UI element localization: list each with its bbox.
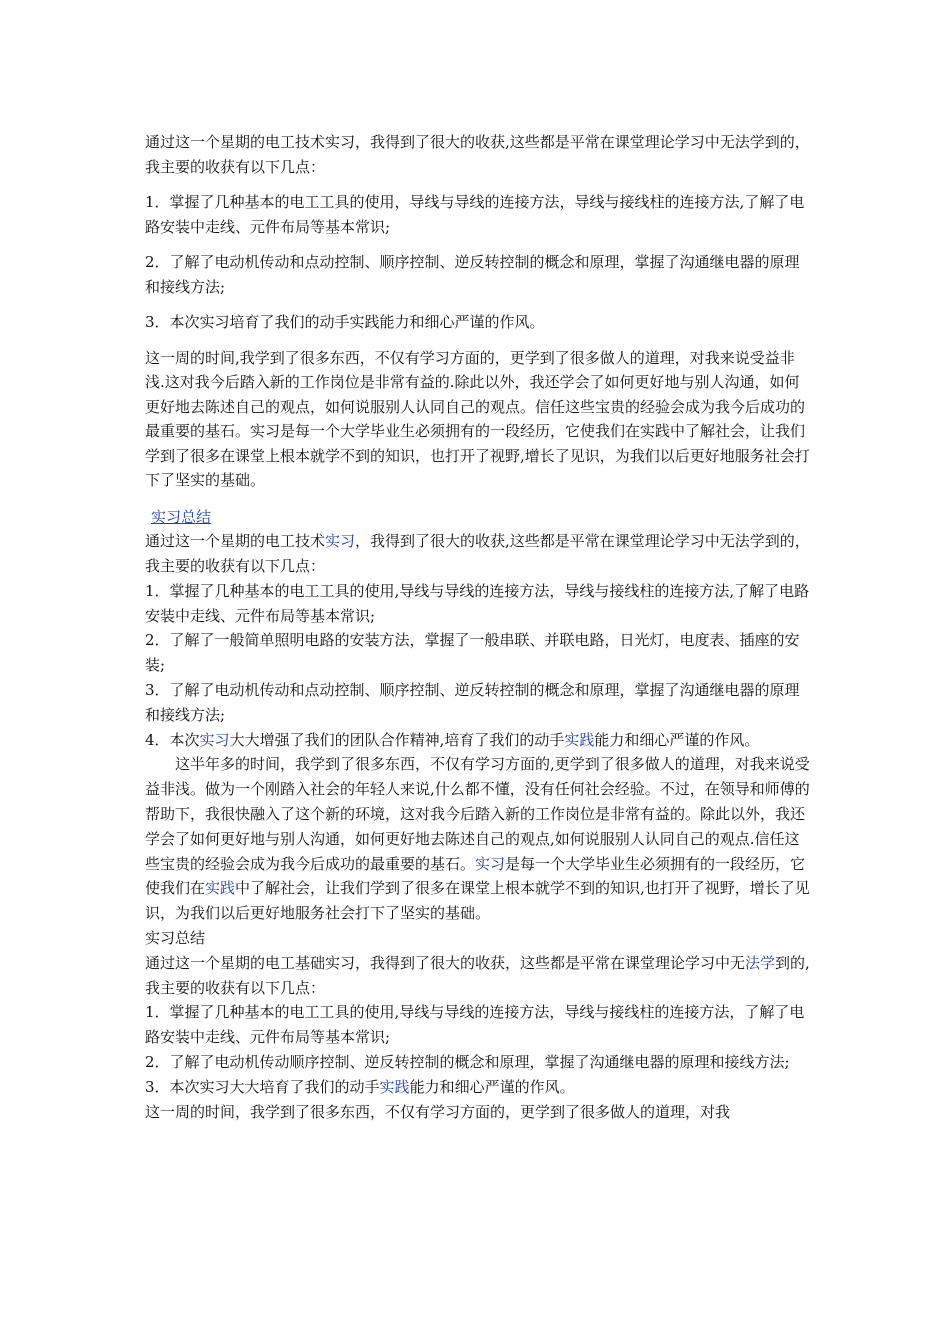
inline-link[interactable]: 实践 xyxy=(205,879,236,898)
list-item: 2．了解了电动机传动顺序控制、逆反转控制的概念和原理，掌握了沟通继电器的原理和接线方法; xyxy=(145,1053,790,1072)
list-item: 2．了解了电动机传动和点动控制、顺序控制、逆反转控制的概念和原理，掌握了沟通继电器的原理和接线方法; xyxy=(145,253,800,296)
list-item: 2．了解了一般简单照明电路的安装方法，掌握了一般串联、并联电路，日光灯，电度表、插座的安装; xyxy=(145,631,800,675)
text-run: 能力和细心严谨的作风。 xyxy=(594,730,760,749)
text-run: 大大增强了我们的团队合作精神,培育了我们的动手 xyxy=(229,730,565,749)
text-run: ，我得到了很大的收获,这些都是平常在课堂理论学习中无法学到的，我主要的收获有以下几点： xyxy=(145,532,810,576)
inline-link[interactable]: 实习 xyxy=(475,854,506,873)
inline-link[interactable]: 实习 xyxy=(325,532,356,551)
paragraph-intro xyxy=(145,529,813,579)
text-run: 能力和细心严谨的作风。 xyxy=(409,1077,575,1096)
list-item: 3．本次实习培育了我们的动手实践能力和细心严谨的作风。 xyxy=(145,313,545,331)
title-link[interactable]: 实习总结 xyxy=(151,507,212,526)
text-run: 到的,我主要的收获有以下几点： xyxy=(145,953,810,997)
text-run: 4．本次 xyxy=(145,730,200,749)
section-c xyxy=(145,926,813,1124)
text-run: 中了解社会，让我们学到了很多在课堂上根本就学不到的知识,也打开了视野，增长了见识，为我们以后更好地服务社会打下了坚实的基础。 xyxy=(145,879,810,923)
paragraph-intro: 通过这一个星期的电工技术实习，我得到了很大的收获,这些都是平常在课堂理论学习中无法学到的，我主要的收获有以下几点： xyxy=(145,133,810,176)
list-item: 1．掌握了几种基本的电工工具的使用,导线与导线的连接方法，导线与接线柱的连接方法,了解了电路安装中走线、元件布局等基本常识; xyxy=(145,581,810,625)
list-item: 1．掌握了几种基本的电工工具的使用，导线与导线的连接方法，导线与接线柱的连接方法,了解了电路安装中走线、元件布局等基本常识; xyxy=(145,193,805,236)
inline-link[interactable]: 实践 xyxy=(379,1077,410,1096)
text-run: 这半年多的时间，我学到了很多东西，不仅有学习方面的,更学到了很多做人的道理，对我来说受益非浅。做为一个刚踏入社会的年轻人来说,什么都不懂，没有任何社会经验。不过，在领导和师傅的帮助下，我很快融入了这个新的环境，这对我今后踏入新的工作岗位是非常有益的。除此以外，我还学会了如何更好地与别人沟通，如何更好地去陈述自己的观点,如何说服别人认同自己的观点.信任这些宝贵的经验会成为我今后成功的最重要的基石。 xyxy=(145,755,810,873)
section-title xyxy=(145,505,813,530)
section-b xyxy=(145,505,813,927)
section-a xyxy=(145,130,813,493)
paragraph-intro xyxy=(145,951,813,1001)
text-run: 通过这一个星期的电工基础实习，我得到了很大的收获，这些都是平常在课堂理论学习中无 xyxy=(145,953,746,972)
inline-link[interactable]: 法学 xyxy=(745,953,776,972)
list-item: 3．了解了电动机传动和点动控制、顺序控制、逆反转控制的概念和原理，掌握了沟通继电器的原理和接线方法; xyxy=(145,681,800,724)
section-title: 实习总结 xyxy=(145,929,206,948)
document-page xyxy=(145,130,813,1124)
paragraph-summary: 这一周的时间，我学到了很多东西，不仅有学习方面的，更学到了很多做人的道理，对我 xyxy=(145,1102,731,1121)
paragraph-summary xyxy=(145,752,813,926)
text-run: 3．本次实习大大培育了我们的动手 xyxy=(145,1077,380,1096)
inline-link[interactable]: 实践 xyxy=(564,730,595,749)
text-run: 是每一个大学毕业生必须拥有的一段经历，它使我们在 xyxy=(145,854,806,898)
list-item xyxy=(145,728,813,753)
list-item: 1．掌握了几种基本的电工工具的使用,导线与导线的连接方法，导线与接线柱的连接方法，了解了电路安装中走线、元件布局等基本常识; xyxy=(145,1003,805,1047)
inline-link[interactable]: 实习 xyxy=(199,730,230,749)
list-item xyxy=(145,1075,813,1100)
paragraph-summary: 这一周的时间,我学到了很多东西，不仅有学习方面的，更学到了很多做人的道理，对我来说受益非浅.这对我今后踏入新的工作岗位是非常有益的.除此以外，我还学会了如何更好地与别人沟通，如何更好地去陈述自己的观点，如何说服别人认同自己的观点。信任这些宝贵的经验会成为我今后成功的最重要的基石。实习是每一个大学毕业生必须拥有的一段经历，它使我们在实践中了解社会，让我们学到了很多在课堂上根本就学不到的知识，也打开了视野,增长了见识，为我们以后更好地服务社会打下了坚实的基础。 xyxy=(145,348,810,489)
text-run: 通过这一个星期的电工技术 xyxy=(145,532,326,551)
